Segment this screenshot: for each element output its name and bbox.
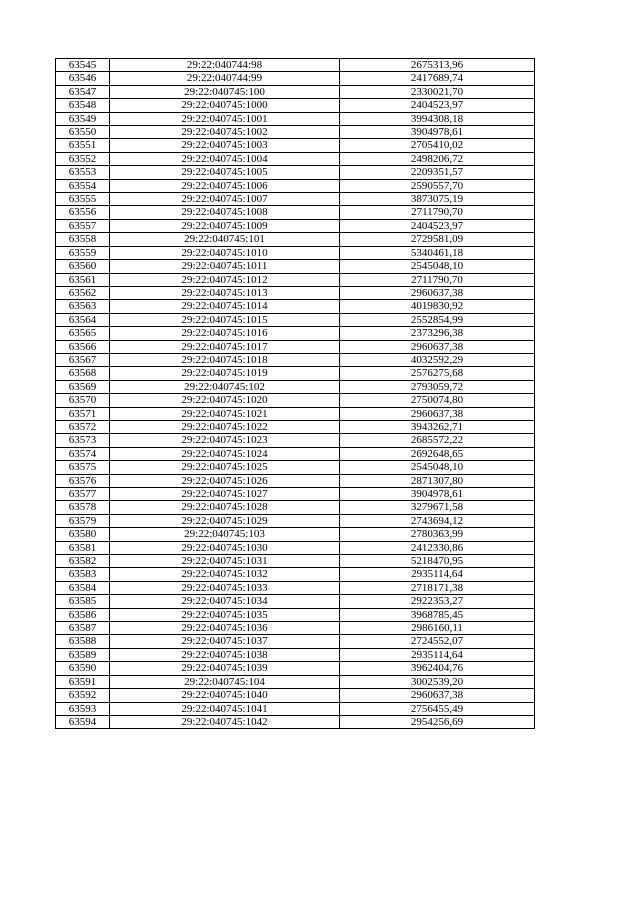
table-row xyxy=(56,273,535,286)
table-row xyxy=(56,715,535,728)
row-number-cell: 63547 xyxy=(56,85,110,98)
row-number-cell: 63592 xyxy=(56,689,110,702)
row-number-cell: 63583 xyxy=(56,568,110,581)
table-row xyxy=(56,59,535,72)
row-number-cell: 63556 xyxy=(56,206,110,219)
table-row xyxy=(56,407,535,420)
row-number-cell: 63593 xyxy=(56,702,110,715)
row-number-cell: 63554 xyxy=(56,179,110,192)
row-number-cell: 63572 xyxy=(56,420,110,433)
table-row xyxy=(56,608,535,621)
table-row xyxy=(56,662,535,675)
cadastral-number-cell: 29:22:040745:1005 xyxy=(110,166,340,179)
row-number-cell: 63562 xyxy=(56,286,110,299)
row-number-cell: 63587 xyxy=(56,622,110,635)
table-row xyxy=(56,72,535,85)
table-row xyxy=(56,340,535,353)
cadastral-value-cell: 2705410,02 xyxy=(340,139,535,152)
table-row xyxy=(56,219,535,232)
cadastral-number-cell: 29:22:040745:1039 xyxy=(110,662,340,675)
row-number-cell: 63567 xyxy=(56,353,110,366)
row-number-cell: 63582 xyxy=(56,555,110,568)
cadastral-number-cell: 29:22:040745:1012 xyxy=(110,273,340,286)
row-number-cell: 63581 xyxy=(56,541,110,554)
row-number-cell: 63555 xyxy=(56,193,110,206)
cadastral-number-cell: 29:22:040745:1035 xyxy=(110,608,340,621)
cadastral-value-cell: 3904978,61 xyxy=(340,126,535,139)
cadastral-value-cell: 2412330,86 xyxy=(340,541,535,554)
table-row xyxy=(56,313,535,326)
table-row xyxy=(56,99,535,112)
cadastral-number-cell: 29:22:040745:1018 xyxy=(110,353,340,366)
cadastral-number-cell: 29:22:040745:1001 xyxy=(110,112,340,125)
row-number-cell: 63557 xyxy=(56,219,110,232)
cadastral-number-cell: 29:22:040745:104 xyxy=(110,675,340,688)
table-row xyxy=(56,555,535,568)
cadastral-number-cell: 29:22:040745:1037 xyxy=(110,635,340,648)
cadastral-number-cell: 29:22:040745:1011 xyxy=(110,260,340,273)
cadastral-value-cell: 2743694,12 xyxy=(340,514,535,527)
cadastral-value-cell: 3904978,61 xyxy=(340,488,535,501)
cadastral-number-cell: 29:22:040745:1040 xyxy=(110,689,340,702)
cadastral-value-cell: 2209351,57 xyxy=(340,166,535,179)
cadastral-number-cell: 29:22:040745:1026 xyxy=(110,474,340,487)
cadastral-number-cell: 29:22:040745:1041 xyxy=(110,702,340,715)
cadastral-number-cell: 29:22:040745:1038 xyxy=(110,648,340,661)
row-number-cell: 63589 xyxy=(56,648,110,661)
table-row xyxy=(56,702,535,715)
table-row xyxy=(56,152,535,165)
row-number-cell: 63561 xyxy=(56,273,110,286)
cadastral-number-cell: 29:22:040745:1028 xyxy=(110,501,340,514)
row-number-cell: 63546 xyxy=(56,72,110,85)
cadastral-number-cell: 29:22:040745:1042 xyxy=(110,715,340,728)
row-number-cell: 63584 xyxy=(56,581,110,594)
cadastral-value-cell: 2986160,11 xyxy=(340,622,535,635)
table-row xyxy=(56,233,535,246)
table-row xyxy=(56,139,535,152)
table-row xyxy=(56,488,535,501)
cadastral-value-cell: 2729581,09 xyxy=(340,233,535,246)
cadastral-number-cell: 29:22:040745:1013 xyxy=(110,286,340,299)
cadastral-value-cell: 3002539,20 xyxy=(340,675,535,688)
row-number-cell: 63586 xyxy=(56,608,110,621)
cadastral-value-cell: 2793059,72 xyxy=(340,380,535,393)
table-row xyxy=(56,541,535,554)
table-row xyxy=(56,501,535,514)
row-number-cell: 63565 xyxy=(56,327,110,340)
cadastral-value-cell: 4019830,92 xyxy=(340,300,535,313)
cadastral-value-cell: 2685572,22 xyxy=(340,434,535,447)
row-number-cell: 63569 xyxy=(56,380,110,393)
table-row xyxy=(56,126,535,139)
cadastral-value-cell: 2373296,38 xyxy=(340,327,535,340)
cadastral-value-cell: 3873075,19 xyxy=(340,193,535,206)
cadastral-value-cell: 3279671,58 xyxy=(340,501,535,514)
row-number-cell: 63580 xyxy=(56,528,110,541)
cadastral-value-cell: 2960637,38 xyxy=(340,689,535,702)
cadastral-value-cell: 2871307,80 xyxy=(340,474,535,487)
table-row xyxy=(56,447,535,460)
cadastral-value-cell: 2922353,27 xyxy=(340,595,535,608)
row-number-cell: 63571 xyxy=(56,407,110,420)
cadastral-number-cell: 29:22:040745:101 xyxy=(110,233,340,246)
table-row xyxy=(56,689,535,702)
cadastral-value-table xyxy=(55,58,535,729)
row-number-cell: 63591 xyxy=(56,675,110,688)
row-number-cell: 63550 xyxy=(56,126,110,139)
row-number-cell: 63568 xyxy=(56,367,110,380)
cadastral-number-cell: 29:22:040745:1007 xyxy=(110,193,340,206)
table-row xyxy=(56,568,535,581)
cadastral-value-cell: 5218470,95 xyxy=(340,555,535,568)
table-row xyxy=(56,260,535,273)
table-row xyxy=(56,367,535,380)
row-number-cell: 63560 xyxy=(56,260,110,273)
table-row xyxy=(56,514,535,527)
table-row xyxy=(56,179,535,192)
table-row xyxy=(56,206,535,219)
cadastral-number-cell: 29:22:040745:102 xyxy=(110,380,340,393)
cadastral-number-cell: 29:22:040745:1016 xyxy=(110,327,340,340)
table-row xyxy=(56,286,535,299)
row-number-cell: 63585 xyxy=(56,595,110,608)
table-row xyxy=(56,581,535,594)
cadastral-value-cell: 2711790,70 xyxy=(340,273,535,286)
cadastral-number-cell: 29:22:040745:1008 xyxy=(110,206,340,219)
cadastral-number-cell: 29:22:040744:99 xyxy=(110,72,340,85)
table-row xyxy=(56,434,535,447)
cadastral-number-cell: 29:22:040745:1010 xyxy=(110,246,340,259)
table-row xyxy=(56,675,535,688)
table-row xyxy=(56,394,535,407)
cadastral-number-cell: 29:22:040745:1014 xyxy=(110,300,340,313)
table-row xyxy=(56,327,535,340)
row-number-cell: 63558 xyxy=(56,233,110,246)
cadastral-value-cell: 3968785,45 xyxy=(340,608,535,621)
row-number-cell: 63575 xyxy=(56,461,110,474)
table-row xyxy=(56,300,535,313)
table-row xyxy=(56,474,535,487)
cadastral-value-cell: 2404523,97 xyxy=(340,219,535,232)
cadastral-value-cell: 2545048,10 xyxy=(340,461,535,474)
row-number-cell: 63577 xyxy=(56,488,110,501)
row-number-cell: 63545 xyxy=(56,59,110,72)
cadastral-number-cell: 29:22:040745:1027 xyxy=(110,488,340,501)
cadastral-value-cell: 2545048,10 xyxy=(340,260,535,273)
cadastral-value-cell: 4032592,29 xyxy=(340,353,535,366)
cadastral-number-cell: 29:22:040745:1024 xyxy=(110,447,340,460)
cadastral-number-cell: 29:22:040745:1029 xyxy=(110,514,340,527)
row-number-cell: 63579 xyxy=(56,514,110,527)
cadastral-number-cell: 29:22:040745:1015 xyxy=(110,313,340,326)
cadastral-value-cell: 5340461,18 xyxy=(340,246,535,259)
cadastral-value-cell: 2756455,49 xyxy=(340,702,535,715)
cadastral-number-cell: 29:22:040745:103 xyxy=(110,528,340,541)
cadastral-value-cell: 2718171,38 xyxy=(340,581,535,594)
row-number-cell: 63588 xyxy=(56,635,110,648)
cadastral-number-cell: 29:22:040745:1036 xyxy=(110,622,340,635)
row-number-cell: 63574 xyxy=(56,447,110,460)
cadastral-value-cell: 2960637,38 xyxy=(340,340,535,353)
cadastral-number-cell: 29:22:040745:1033 xyxy=(110,581,340,594)
cadastral-value-cell: 2954256,69 xyxy=(340,715,535,728)
table-row xyxy=(56,622,535,635)
cadastral-value-cell: 2692648,65 xyxy=(340,447,535,460)
cadastral-value-cell: 3943262,71 xyxy=(340,420,535,433)
table-row xyxy=(56,85,535,98)
cadastral-number-cell: 29:22:040745:1000 xyxy=(110,99,340,112)
row-number-cell: 63563 xyxy=(56,300,110,313)
row-number-cell: 63573 xyxy=(56,434,110,447)
cadastral-value-cell: 2711790,70 xyxy=(340,206,535,219)
cadastral-number-cell: 29:22:040745:1032 xyxy=(110,568,340,581)
cadastral-number-cell: 29:22:040745:1020 xyxy=(110,394,340,407)
cadastral-number-cell: 29:22:040745:1009 xyxy=(110,219,340,232)
cadastral-value-cell: 3962404,76 xyxy=(340,662,535,675)
cadastral-value-cell: 2780363,99 xyxy=(340,528,535,541)
cadastral-value-cell: 2724552,07 xyxy=(340,635,535,648)
table-row xyxy=(56,635,535,648)
cadastral-value-cell: 2960637,38 xyxy=(340,407,535,420)
cadastral-value-cell: 2498206,72 xyxy=(340,152,535,165)
cadastral-value-cell: 2750074,80 xyxy=(340,394,535,407)
table-row xyxy=(56,461,535,474)
table-body xyxy=(56,59,535,729)
cadastral-number-cell: 29:22:040745:100 xyxy=(110,85,340,98)
cadastral-value-cell: 2576275,68 xyxy=(340,367,535,380)
row-number-cell: 63559 xyxy=(56,246,110,259)
row-number-cell: 63564 xyxy=(56,313,110,326)
row-number-cell: 63549 xyxy=(56,112,110,125)
table-row xyxy=(56,246,535,259)
cadastral-number-cell: 29:22:040745:1003 xyxy=(110,139,340,152)
row-number-cell: 63576 xyxy=(56,474,110,487)
cadastral-number-cell: 29:22:040745:1017 xyxy=(110,340,340,353)
row-number-cell: 63551 xyxy=(56,139,110,152)
cadastral-number-cell: 29:22:040745:1023 xyxy=(110,434,340,447)
cadastral-number-cell: 29:22:040745:1006 xyxy=(110,179,340,192)
table-row xyxy=(56,353,535,366)
cadastral-number-cell: 29:22:040745:1034 xyxy=(110,595,340,608)
row-number-cell: 63552 xyxy=(56,152,110,165)
cadastral-number-cell: 29:22:040744:98 xyxy=(110,59,340,72)
cadastral-value-cell: 2590557,70 xyxy=(340,179,535,192)
row-number-cell: 63566 xyxy=(56,340,110,353)
row-number-cell: 63594 xyxy=(56,715,110,728)
cadastral-value-cell: 2404523,97 xyxy=(340,99,535,112)
table-row xyxy=(56,193,535,206)
cadastral-value-cell: 2417689,74 xyxy=(340,72,535,85)
cadastral-value-cell: 2935114,64 xyxy=(340,648,535,661)
cadastral-number-cell: 29:22:040745:1002 xyxy=(110,126,340,139)
cadastral-value-cell: 2552854,99 xyxy=(340,313,535,326)
row-number-cell: 63590 xyxy=(56,662,110,675)
cadastral-number-cell: 29:22:040745:1031 xyxy=(110,555,340,568)
cadastral-value-cell: 3994308,18 xyxy=(340,112,535,125)
table-row xyxy=(56,528,535,541)
row-number-cell: 63570 xyxy=(56,394,110,407)
cadastral-number-cell: 29:22:040745:1022 xyxy=(110,420,340,433)
row-number-cell: 63553 xyxy=(56,166,110,179)
row-number-cell: 63578 xyxy=(56,501,110,514)
cadastral-value-cell: 2675313,96 xyxy=(340,59,535,72)
table-row xyxy=(56,166,535,179)
cadastral-number-cell: 29:22:040745:1021 xyxy=(110,407,340,420)
cadastral-number-cell: 29:22:040745:1025 xyxy=(110,461,340,474)
table-row xyxy=(56,595,535,608)
cadastral-value-cell: 2960637,38 xyxy=(340,286,535,299)
cadastral-number-cell: 29:22:040745:1004 xyxy=(110,152,340,165)
cadastral-value-cell: 2935114,64 xyxy=(340,568,535,581)
cadastral-value-cell: 2330021,70 xyxy=(340,85,535,98)
row-number-cell: 63548 xyxy=(56,99,110,112)
table-row xyxy=(56,420,535,433)
table-row xyxy=(56,648,535,661)
cadastral-number-cell: 29:22:040745:1019 xyxy=(110,367,340,380)
table-row xyxy=(56,112,535,125)
cadastral-number-cell: 29:22:040745:1030 xyxy=(110,541,340,554)
table-row xyxy=(56,380,535,393)
